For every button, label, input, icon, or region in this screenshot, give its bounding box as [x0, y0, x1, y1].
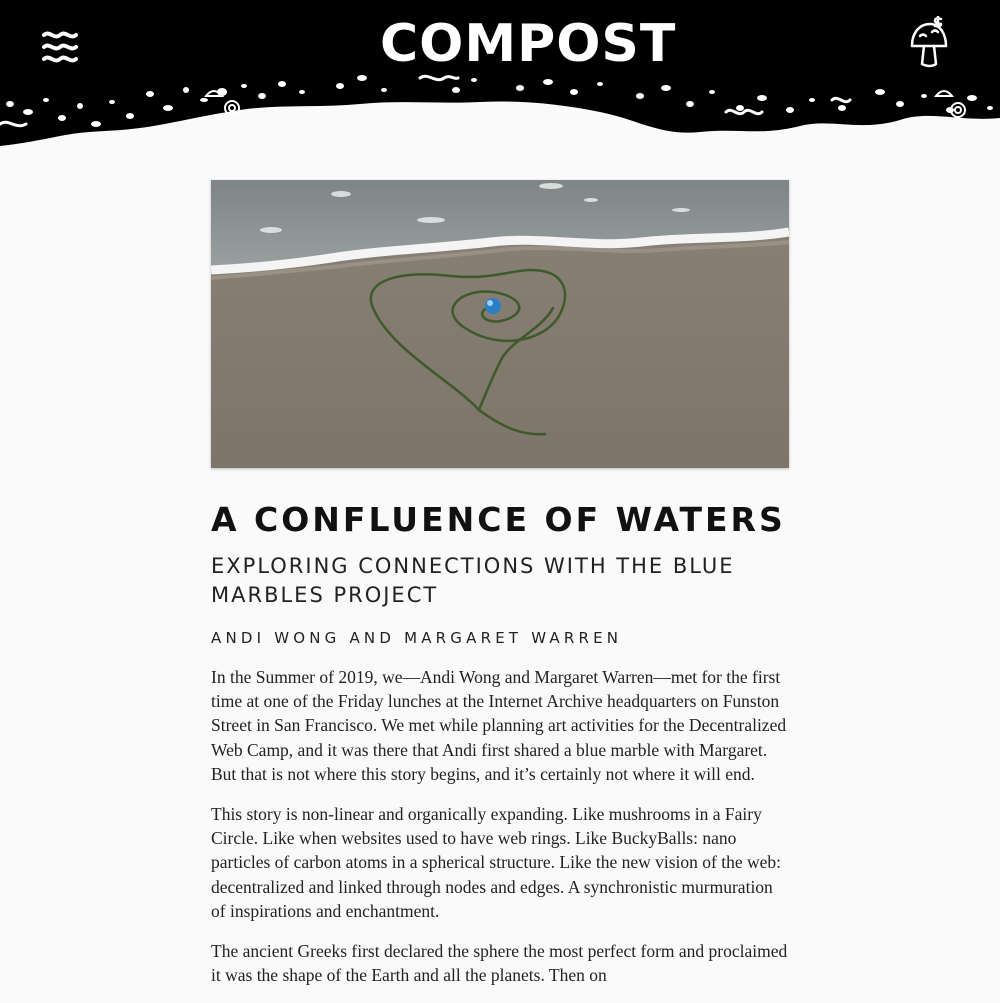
paragraph: In the Summer of 2019, we—Andi Wong and Margaret Warren—met for the first time at one of the Friday lunches at the Internet Archive headquarters on Funston Street in San Francisco. We met while planning art activities for the Decentralized Web Camp, and it was there that Andi first shared a blue marble with Margaret. But that is not where this story begins, and it’s certainly not where it will end.: [211, 667, 787, 784]
worm-menu-icon: [40, 28, 80, 66]
article-body: [211, 665, 789, 987]
beach-seaweed-marble-photo: [211, 180, 789, 468]
article: [211, 498, 789, 1003]
hero-image: [211, 180, 789, 468]
paragraph: The ancient Greeks first declared the sphere the most perfect form and proclaimed it was the shape of the Earth and all the planets. Then on: [211, 941, 788, 986]
menu-button[interactable]: [40, 28, 80, 66]
shop-button[interactable]: [906, 16, 950, 72]
article-subtitle: EXPLORING CONNECTIONS WITH THE BLUE MARBLES PROJECT: [211, 554, 735, 607]
article-title: A CONFLUENCE OF WATERS: [211, 500, 786, 539]
site-header: [0, 0, 1000, 150]
site-logo[interactable]: COMPOST: [380, 14, 677, 74]
mushroom-dollar-icon: [906, 16, 950, 72]
article-authors: ANDI WONG AND MARGARET WARREN: [211, 629, 623, 647]
paragraph: This story is non-linear and organically expanding. Like mushrooms in a Fairy Circle. Like when websites used to have web rings. Like BuckyBalls: nano particles of carbon atoms in a spherical structure. Like the new vision of the web: decentralized and linked through nodes and edges. A synchronistic murmuration of inspirations and enchantment.: [211, 804, 782, 921]
